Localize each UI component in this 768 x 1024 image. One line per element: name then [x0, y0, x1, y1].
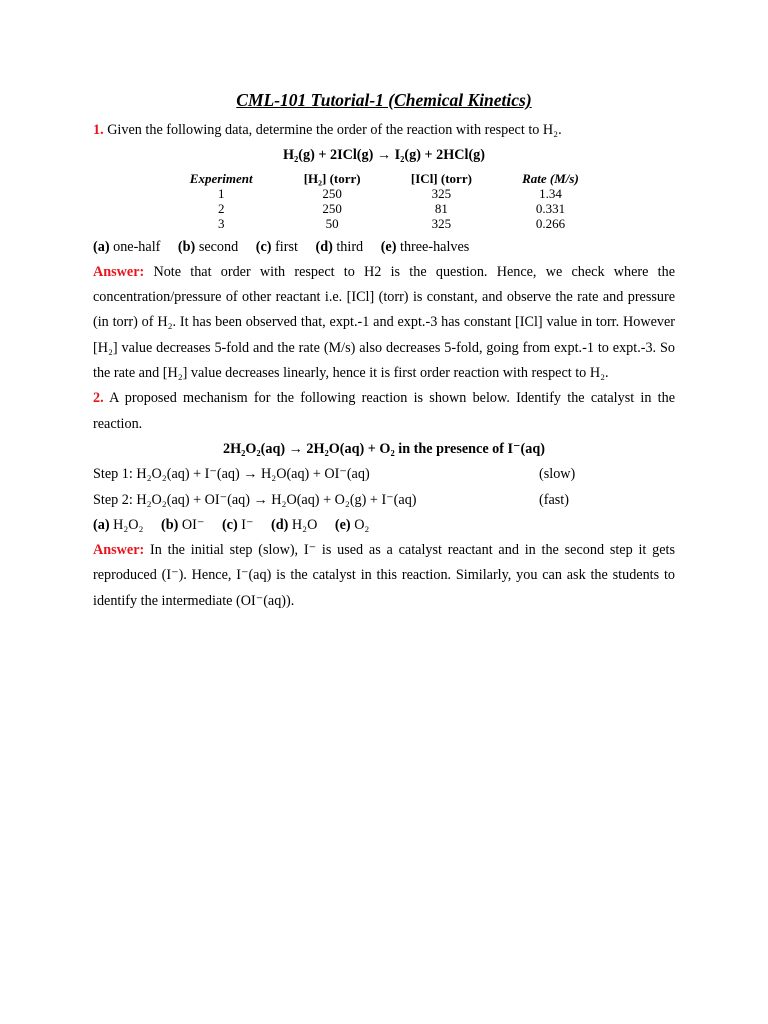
question-1-text: Given the following data, determine the order of the reaction with respect to H₂.	[107, 122, 562, 138]
option-a: (a) one-half	[93, 238, 161, 255]
question-2-number: 2.	[93, 390, 104, 407]
question-2-equation: 2H₂O₂(aq) → 2H₂O(aq) + O₂ in the presence of I⁻(aq)	[223, 440, 545, 457]
table-row	[163, 216, 603, 231]
question-1-equation: H₂(g) + 2ICl(g) → I₂(g) + 2HCl(g)	[283, 147, 485, 164]
question-2-text: A proposed mechanism for the following reaction is shown below. Identify the catalyst in the reaction.	[93, 390, 676, 432]
table-header-h2: [H₂] (torr)	[303, 170, 361, 186]
answer-text: Note that order with respect to H2 is the question. Hence, we check where the concentration/pressure of other reactant i.e. [ICl] (torr) is constant, and observe the rate and pressure (in torr) of H₂. It has been observed that, expt.-1 and expt.-3 has constant [ICl] value in torr. However [H₂] value decreases 5-fold and the rate (M/s) also decreases 5-fold, going from expt.-1 to expt.-3. So the rate and [H₂] value decreases linearly, hence it is first order reaction with respect to H₂.	[93, 263, 675, 382]
answer-label: Answer:	[93, 542, 145, 559]
option-c: (c) first	[255, 238, 298, 255]
question-1-options	[93, 235, 675, 260]
table-cell: 250	[322, 200, 342, 216]
table-header-rate: Rate (M/s)	[522, 170, 579, 186]
option-a: (a) H₂O₂	[93, 516, 144, 533]
table-cell: 50	[325, 215, 339, 231]
step-1-text: Step 1: H₂O₂(aq) + I⁻(aq) → H₂O(aq) + OI⁻(aq)	[93, 466, 370, 483]
step-2-text: Step 2: H₂O₂(aq) + OI⁻(aq) → H₂O(aq) + O₂(g) + I⁻(aq)	[93, 491, 417, 508]
table-cell: 250	[322, 185, 342, 201]
table-cell: 0.331	[535, 200, 566, 216]
table-cell: 325	[431, 215, 452, 231]
table-header-experiment: Experiment	[189, 170, 253, 186]
page-title: CML-101 Tutorial-1 (Chemical Kinetics)	[236, 90, 532, 110]
document-body	[93, 87, 675, 614]
table-row	[163, 186, 603, 201]
table-cell: 3	[217, 215, 225, 231]
table-header-icl: [ICl] (torr)	[410, 170, 472, 186]
question-2-answer	[93, 538, 675, 614]
mechanism-step-1	[93, 462, 675, 487]
step-2-speed: (fast)	[539, 491, 569, 508]
table-cell: 325	[431, 185, 452, 201]
option-d: (d) H₂O	[271, 516, 318, 533]
table-cell: 2	[217, 200, 225, 216]
option-e: (e) three-halves	[380, 238, 470, 255]
option-d: (d) third	[315, 238, 364, 255]
table-cell: 1.34	[539, 185, 562, 201]
table-row	[163, 201, 603, 216]
question-1-number: 1.	[93, 122, 104, 138]
option-c: (c) I⁻	[221, 516, 254, 533]
table-cell: 81	[434, 200, 448, 216]
answer-text: In the initial step (slow), I⁻ is used as a catalyst reactant and in the second step it gets reproduced (I⁻). Hence, I⁻(aq) is the catalyst in this reaction. Similarly, you can ask the students to identify the intermediate (OI⁻(aq)).	[93, 542, 676, 609]
option-e: (e) O₂	[334, 516, 370, 533]
question-1-answer	[93, 260, 675, 386]
answer-label: Answer:	[93, 263, 145, 280]
option-b: (b) OI⁻	[161, 516, 205, 533]
table-cell: 1	[217, 185, 225, 201]
option-b: (b) second	[177, 238, 239, 255]
question-1	[93, 118, 675, 143]
question-2	[93, 386, 675, 437]
rate-data-table	[163, 171, 603, 231]
table-cell: 0.266	[535, 215, 566, 231]
table-header-row	[163, 171, 603, 186]
step-1-speed: (slow)	[539, 466, 576, 483]
question-2-options	[93, 513, 675, 538]
mechanism-step-2	[93, 488, 675, 513]
